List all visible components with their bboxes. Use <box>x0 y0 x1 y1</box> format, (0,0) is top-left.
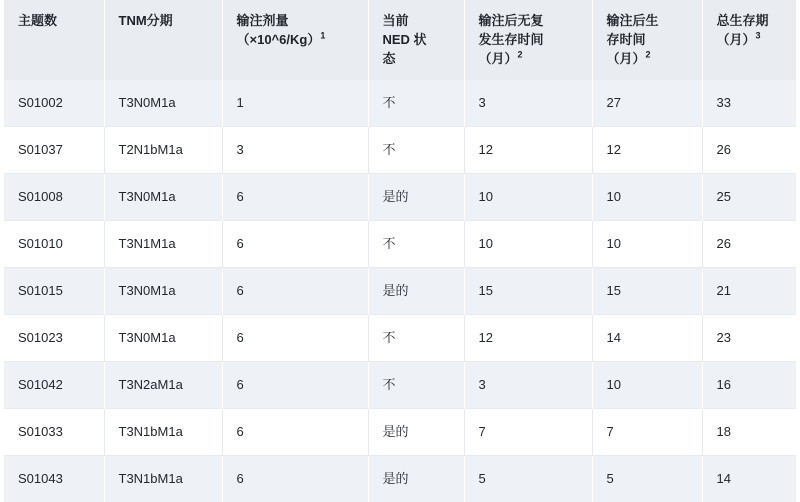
cell-tnm-stage: T3N2aM1a <box>104 362 222 409</box>
cell-post-infusion-survival: 5 <box>592 456 702 502</box>
cell-relapse-free-survival: 3 <box>464 80 592 127</box>
table-header <box>4 0 796 80</box>
cell-tnm-stage: T3N0M1a <box>104 80 222 127</box>
column-header-overall-survival-line-2: （月） <box>717 32 756 47</box>
cell-subject: S01037 <box>4 127 104 174</box>
table-row <box>4 315 796 362</box>
cell-overall-survival: 18 <box>702 409 796 456</box>
cell-tnm-stage: T3N1bM1a <box>104 456 222 502</box>
column-header-current-ned-status <box>368 0 464 80</box>
cell-infusion-dose: 6 <box>222 409 368 456</box>
cell-relapse-free-survival: 5 <box>464 456 592 502</box>
cell-tnm-stage: T3N0M1a <box>104 315 222 362</box>
column-header-tnm-stage-line-1: TNM分期 <box>119 13 173 28</box>
table-row <box>4 221 796 268</box>
column-header-overall-survival <box>702 0 796 80</box>
cell-tnm-stage: T3N1bM1a <box>104 409 222 456</box>
cell-overall-survival: 33 <box>702 80 796 127</box>
column-header-post-infusion-survival-line-2: 存时间 <box>607 32 646 47</box>
column-header-tnm-stage <box>104 0 222 80</box>
table-body <box>4 80 796 502</box>
column-header-post-infusion-survival-line-3: （月） <box>607 51 646 66</box>
cell-post-infusion-survival: 10 <box>592 174 702 221</box>
column-header-relapse-free-survival-line-1: 输注后无复 <box>479 13 544 28</box>
cell-ned-status: 是的 <box>368 409 464 456</box>
table-row <box>4 409 796 456</box>
cell-relapse-free-survival: 15 <box>464 268 592 315</box>
table-row <box>4 362 796 409</box>
cell-post-infusion-survival: 7 <box>592 409 702 456</box>
column-header-post-infusion-survival-line-1: 输注后生 <box>607 13 659 28</box>
table-row <box>4 127 796 174</box>
table-header-row <box>4 0 796 80</box>
cell-overall-survival: 14 <box>702 456 796 502</box>
column-header-relapse-free-survival-line-3: （月） <box>479 51 518 66</box>
column-header-current-ned-status-line-3: 态 <box>383 51 396 66</box>
cell-subject: S01010 <box>4 221 104 268</box>
cell-overall-survival: 25 <box>702 174 796 221</box>
cell-relapse-free-survival: 10 <box>464 174 592 221</box>
cell-overall-survival: 21 <box>702 268 796 315</box>
table-row <box>4 268 796 315</box>
cell-overall-survival: 26 <box>702 127 796 174</box>
cell-ned-status: 不 <box>368 315 464 362</box>
cell-post-infusion-survival: 14 <box>592 315 702 362</box>
cell-subject: S01002 <box>4 80 104 127</box>
cell-overall-survival: 16 <box>702 362 796 409</box>
cell-ned-status: 是的 <box>368 268 464 315</box>
cell-subject: S01015 <box>4 268 104 315</box>
cell-subject: S01008 <box>4 174 104 221</box>
column-header-relapse-free-survival <box>464 0 592 80</box>
cell-post-infusion-survival: 27 <box>592 80 702 127</box>
cell-infusion-dose: 6 <box>222 268 368 315</box>
cell-ned-status: 是的 <box>368 174 464 221</box>
cell-infusion-dose: 6 <box>222 456 368 502</box>
cell-relapse-free-survival: 7 <box>464 409 592 456</box>
column-header-subject <box>4 0 104 80</box>
cell-infusion-dose: 6 <box>222 315 368 362</box>
cell-ned-status: 不 <box>368 221 464 268</box>
table-row <box>4 80 796 127</box>
column-header-subject-line-1: 主题数 <box>18 13 57 28</box>
column-header-infusion-dose <box>222 0 368 80</box>
cell-relapse-free-survival: 12 <box>464 315 592 362</box>
cell-post-infusion-survival: 12 <box>592 127 702 174</box>
column-header-overall-survival-line-1: 总生存期 <box>717 13 769 28</box>
cell-ned-status: 不 <box>368 362 464 409</box>
cell-infusion-dose: 6 <box>222 362 368 409</box>
column-header-overall-survival-footnote: 3 <box>756 31 761 41</box>
cell-subject: S01042 <box>4 362 104 409</box>
cell-tnm-stage: T3N0M1a <box>104 174 222 221</box>
cell-post-infusion-survival: 10 <box>592 221 702 268</box>
column-header-post-infusion-survival-footnote: 2 <box>646 50 651 60</box>
cell-infusion-dose: 3 <box>222 127 368 174</box>
cell-subject: S01023 <box>4 315 104 362</box>
table-row <box>4 456 796 502</box>
cell-subject: S01033 <box>4 409 104 456</box>
table-row <box>4 174 796 221</box>
column-header-post-infusion-survival <box>592 0 702 80</box>
cell-ned-status: 是的 <box>368 456 464 502</box>
cell-infusion-dose: 1 <box>222 80 368 127</box>
cell-infusion-dose: 6 <box>222 174 368 221</box>
cell-subject: S01043 <box>4 456 104 502</box>
cell-post-infusion-survival: 10 <box>592 362 702 409</box>
cell-overall-survival: 23 <box>702 315 796 362</box>
column-header-current-ned-status-line-1: 当前 <box>383 13 409 28</box>
cell-ned-status: 不 <box>368 80 464 127</box>
column-header-relapse-free-survival-footnote: 2 <box>518 50 523 60</box>
cell-tnm-stage: T2N1bM1a <box>104 127 222 174</box>
cell-ned-status: 不 <box>368 127 464 174</box>
cell-infusion-dose: 6 <box>222 221 368 268</box>
cell-overall-survival: 26 <box>702 221 796 268</box>
cell-tnm-stage: T3N0M1a <box>104 268 222 315</box>
cell-relapse-free-survival: 10 <box>464 221 592 268</box>
cell-tnm-stage: T3N1M1a <box>104 221 222 268</box>
column-header-infusion-dose-footnote: 1 <box>320 31 325 41</box>
cell-relapse-free-survival: 12 <box>464 127 592 174</box>
cell-relapse-free-survival: 3 <box>464 362 592 409</box>
cell-post-infusion-survival: 15 <box>592 268 702 315</box>
clinical-results-table <box>4 0 796 502</box>
column-header-infusion-dose-line-1: 输注剂量 <box>237 13 289 28</box>
column-header-current-ned-status-line-2: NED 状 <box>383 32 427 47</box>
column-header-relapse-free-survival-line-2: 发生存时间 <box>479 32 544 47</box>
column-header-infusion-dose-line-2: （×10^6/Kg） <box>237 32 321 47</box>
